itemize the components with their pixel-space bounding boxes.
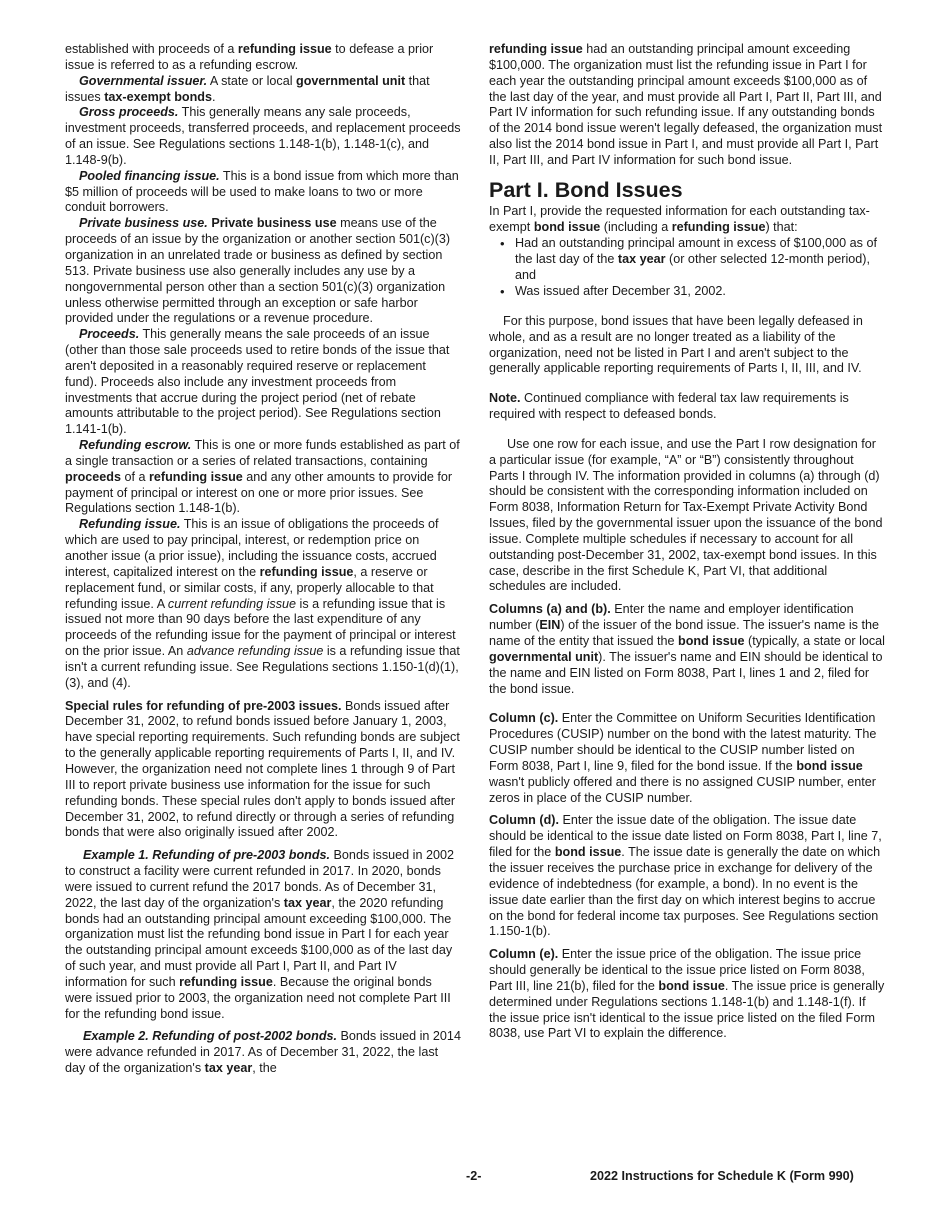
paragraph: Column (e). Enter the issue price of the obligation. The issue price should generally be identical to the issue price listed on Form 8038, Part III, line 21(b), filed for the bond issue. The issue price is generally determined under Regulations sections 1.148-1(b) and 1.148-1(f). If the issue price isn't identical to the issue price listed on the filed Form 8038, use Part VI to explain the difference.	[489, 947, 885, 1041]
footer-title: 2022 Instructions for Schedule K (Form 990)	[590, 1169, 854, 1183]
bullet-list	[489, 236, 885, 299]
paragraph: Governmental issuer. A state or local governmental unit that issues tax-exempt bonds.	[65, 73, 430, 104]
page-number: -2-	[466, 1169, 482, 1183]
example-paragraph: Example 2. Refunding of post-2002 bonds. Bonds issued in 2014 were advance refunded in 2017. As of December 31, 2022, the last day of the organization's tax year, the	[65, 1029, 461, 1076]
paragraph: In Part I, provide the requested information for each outstanding tax-exempt bond issue (including a refunding issue) that:	[489, 203, 870, 234]
right-column	[489, 42, 885, 1042]
paragraph: Special rules for refunding of pre-2003 issues. Bonds issued after December 31, 2002, to refund bonds issued before January 1, 2003, have special reporting requirements. Such refunding bonds are subject to the generally applicable reporting requirements of Parts I, II, and IV. However, the organization need not complete lines 1 through 9 of Part III to report private business use information for the issue for such refunding bonds. These special rules don't apply to bonds issued after December 31, 2002, to refund directly or through a series of refunding bonds that were also originally issued after 2002.	[65, 698, 460, 840]
paragraph: Private business use. Private business use means use of the proceeds of an issue by the organization or another section 501(c)(3) organization in an unrelated trade or business as defined by section 513. Private business use also generally includes any use by a nongovernmental person other than a section 501(c)(3) organization unless otherwise permitted through an exception or safe harbor provided under the regulations or a revenue procedure.	[65, 216, 451, 326]
paragraph: Column (c). Enter the Committee on Uniform Securities Identification Procedures (CUSIP) number on the bond with the latest maturity. The CUSIP number should be identical to the CUSIP number listed on Form 8038, Part I, line 9, filed for the bond issue. If the bond issue wasn't publicly offered and there is no assigned CUSIP number, enter zeros in place of the CUSIP number.	[489, 711, 877, 805]
list-item: • Was issued after December 31, 2002.	[515, 284, 885, 300]
paragraph: Use one row for each issue, and use the Part I row designation for a particular issue (for example, “A” or “B”) consistently throughout Parts I through IV. The information provided in columns (a) through (d) should be consistent with the corresponding information included on Form 8038, Information Return for Tax-Exempt Private Activity Bond Issues, filed by the governmental issuer upon the issuance of the bond issue. Complete multiple schedules if necessary to account for all outstanding post-December 31, 2002, tax-exempt bond issues. In this case, describe in the first Schedule K, Part VI, that additional schedules are included.	[489, 436, 883, 594]
section-heading: Part I. Bond Issues	[489, 177, 683, 202]
paragraph: Pooled financing issue. This is a bond issue from which more than $5 million of proceeds will be used to make loans to two or more conduit borrowers.	[65, 168, 459, 215]
paragraph: Column (d). Enter the issue date of the obligation. The issue date should be identical to the issue date listed on Form 8038, Part I, line 7, filed for the bond issue. The issue date is generally the date on which the issuer receives the purchase price in exchange for delivery of the evidence of indebtedness (for example, a bond). In no event is the issue date earlier than the first day on which interest begins to accrue on the bond for federal income tax purposes. See Regulations section 1.150-1(b).	[489, 813, 882, 939]
paragraph: Proceeds. This generally means the sale proceeds of an issue (other than those sale proceeds used to retire bonds of the issue that aren't deposited in a reasonably required reserve or replacement fund). Proceeds also include any investment proceeds from investments that accrue during the project period (net of rebate amounts attributable to the project period). See Regulations section 1.141-1(b).	[65, 327, 450, 437]
paragraph: Gross proceeds. This generally means any sale proceeds, investment proceeds, transferred proceeds, and replacement proceeds of an issue. See Regulations sections 1.148-1(b), 1.148-1(c), and 1.148-9(b).	[65, 105, 461, 167]
note-paragraph: Note. Continued compliance with federal tax law requirements is required with respect to defeased bonds.	[489, 391, 849, 422]
paragraph: Refunding issue. This is an issue of obligations the proceeds of which are used to pay principal, interest, or redemption price on another issue (a prior issue), including the issuance costs, accrued interest, capitalized interest on the refunding issue, a reserve or replacement fund, or similar costs, if any, properly allocable to that refunding issue. A current refunding issue is a refunding issue that is issued not more than 90 days before the last expenditure of any proceeds of the refunding issue for the payment of principal or interest on the prior issue. An advance refunding issue is a refunding issue that isn't a current refunding issue. See Regulations sections 1.150-1(d)(1), (3), and (4).	[65, 517, 460, 690]
paragraph: established with proceeds of a refunding issue to defease a prior issue is referred to as a refunding escrow.	[65, 42, 434, 72]
list-item: • Had an outstanding principal amount in excess of $100,000 as of the last day of the tax year (or other selected 12-month period), and	[515, 236, 885, 284]
paragraph: For this purpose, bond issues that have been legally defeased in whole, and as a result are no longer treated as a liability of the organization, need not be listed in Part I and aren't subject to the generally applicable reporting requirements of Parts I, II, III, and IV.	[489, 313, 863, 376]
left-column	[65, 42, 461, 1077]
paragraph: Refunding escrow. This is one or more funds established as part of a single transaction or a series of related transactions, containing proceeds of a refunding issue and any other amounts to provide for payment of principal or interest on one or more prior issues. See Regulations section 1.148-1(b).	[65, 438, 460, 516]
paragraph: Columns (a) and (b). Enter the name and employer identification number (EIN) of the issuer of the bond issue. The issuer's name is the name of the entity that issued the bond issue (typically, a state or local governmental unit). The issuer's name and EIN should be identical to the name and EIN listed on Form 8038, Part I, lines 1 and 2, filed for the bond issue.	[489, 602, 885, 696]
example-paragraph: Example 1. Refunding of pre-2003 bonds. Bonds issued in 2002 to construct a facility were current refunded in 2017. In 2020, bonds were issued to current refund the 2017 bonds. As of December 31, 2022, the last day of the organization's tax year, the 2020 refunding bonds had an outstanding principal amount exceeding $100,000. The organization must list the refunding bond issue in Part I for each year the outstanding principal amount exceeds $100,000 as of the last day of such year, and must provide all Part I, Part II, and Part IV information for such refunding issue. Because the original bonds were issued prior to 2003, the organization need not complete Part III for the refunding bond issue.	[65, 848, 454, 1021]
paragraph: refunding issue had an outstanding principal amount exceeding $100,000. The organization must list the refunding issue in Part I for each year the outstanding principal amount exceeds $100,000 as of the last day of the year, and must provide all Part I, Part II, Part III, and Part IV information for such refunding issue. If any outstanding bonds of the 2014 bond issue weren't legally defeased, the organization must also list the 2014 bond issue in Part I, and must provide all Part I, Part II, Part III, and Part IV information for such bond issue.	[489, 42, 883, 167]
